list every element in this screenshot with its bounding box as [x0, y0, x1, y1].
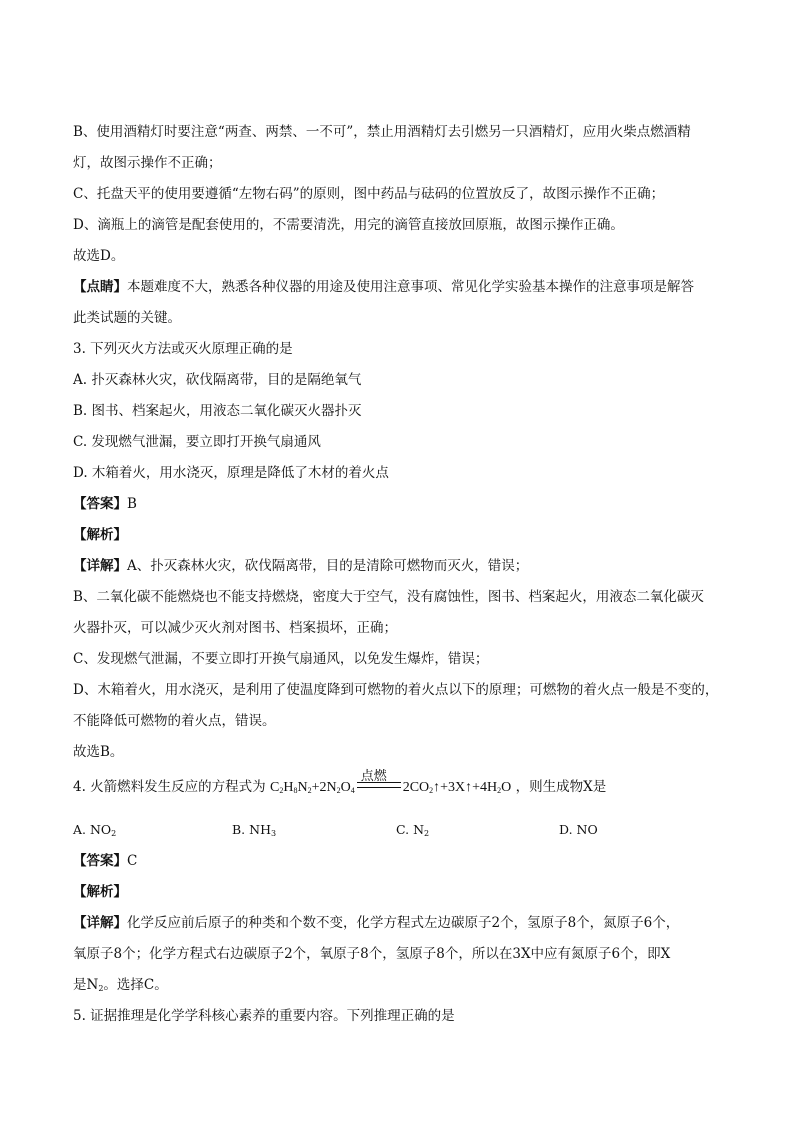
chemical-equation: $C_2H_8N_2+2N_2O_4$ 点燃 $2CO_2↑+3X↑+4H_2O$	[270, 780, 511, 795]
detail-tag: 【详解】	[73, 558, 127, 574]
q3-option-c: C. 发现燃气泄漏，要立即打开换气扇通风	[73, 434, 321, 450]
q3-answer	[73, 494, 137, 514]
analysis-tag: 【解析】	[73, 884, 127, 900]
text-line: D、木箱着火，用水浇灭，是利用了使温度降到可燃物的着火点以下的原理；可燃物的着火点一般是不变的，	[73, 682, 719, 698]
detail-text: A、扑灭森林火灾，砍伐隔离带，目的是清除可燃物而灭火，错误；	[127, 558, 529, 574]
answer-value: B	[127, 496, 137, 512]
analysis-tag: 【解析】	[73, 527, 127, 543]
text-line: C、托盘天平的使用要遵循“左物右码”的原则，图中药品与砝码的位置放反了，故图示操作不正确；	[73, 186, 665, 202]
q4-answer	[73, 851, 137, 871]
detail-text: 化学反应前后原子的种类和个数不变，化学方程式左边碳原子2个，氢原子8个，氮原子6个，	[127, 915, 680, 931]
text-line: B、使用酒精灯时要注意“两查、两禁、一不可”，禁止用酒精灯去引燃另一只酒精灯，应用火柴点燃酒精	[73, 124, 691, 140]
q4-option-d: D. NO	[559, 822, 598, 837]
text-line: 火器扑灭，可以减少灭火剂对图书、档案损坏，正确；	[73, 620, 397, 636]
text-line: B、二氧化碳不能燃烧也不能支持燃烧，密度大于空气，没有腐蚀性，图书、档案起火，用液态二氧化碳灭	[73, 589, 704, 605]
answer-value: C	[127, 853, 138, 869]
dianjing-line	[73, 277, 694, 297]
q4-option-a: A. $NO_2$	[73, 822, 117, 838]
answer-tag: 【答案】	[73, 853, 127, 869]
q4-detail-1	[73, 913, 679, 933]
text-line: 此类试题的关键。	[73, 310, 181, 326]
text-line: 不能降低可燃物的着火点，错误。	[73, 713, 276, 729]
q4-option-b: B. $NH_3$	[232, 822, 277, 838]
q4-option-c: C. $N_2$	[396, 822, 430, 838]
q4-detail-3: 是$N_2$。选择C。	[73, 977, 168, 993]
dianjing-tag: 【点睛】	[73, 279, 127, 295]
text-line: 灯，故图示操作不正确；	[73, 155, 222, 171]
question-5-stem: 5. 证据推理是化学学科核心素养的重要内容。下列推理正确的是	[73, 1008, 455, 1024]
question-3-stem: 3. 下列灭火方法或灭火原理正确的是	[73, 341, 293, 357]
question-4-stem	[73, 768, 607, 801]
text-line: D、滴瓶上的滴管是配套使用的，不需要清洗，用完的滴管直接放回原瓶，故图示操作正确。	[73, 217, 624, 233]
q3-option-b: B. 图书、档案起火，用液态二氧化碳灭火器扑灭	[73, 403, 362, 419]
q4-stem-post: ，则生成物X是	[515, 779, 607, 795]
dianjing-text: 本题难度不大，熟悉各种仪器的用途及使用注意事项、常见化学实验基本操作的注意事项是解答	[127, 279, 694, 295]
q4-stem-pre: 4. 火箭燃料发生反应的方程式为	[73, 779, 266, 795]
detail-tag: 【详解】	[73, 915, 127, 931]
reaction-arrow	[357, 768, 401, 798]
text-line: 氧原子8个；化学方程式右边碳原子2个，氧原子8个，氢原子8个，所以在3X中应有氮原子6个，即X	[73, 946, 671, 962]
q3-option-a: A. 扑灭森林火灾，砍伐隔离带，目的是隔绝氧气	[73, 372, 362, 388]
q3-option-d: D. 木箱着火，用水浇灭，原理是降低了木材的着火点	[73, 465, 389, 481]
q3-detail-a	[73, 556, 528, 576]
text-line: 故选B。	[73, 744, 124, 760]
reaction-condition: 点燃	[360, 768, 387, 783]
text-line: 故选D。	[73, 248, 125, 264]
text-line: C、发现燃气泄漏，不要立即打开换气扇通风，以免发生爆炸，错误；	[73, 651, 489, 667]
answer-tag: 【答案】	[73, 496, 127, 512]
